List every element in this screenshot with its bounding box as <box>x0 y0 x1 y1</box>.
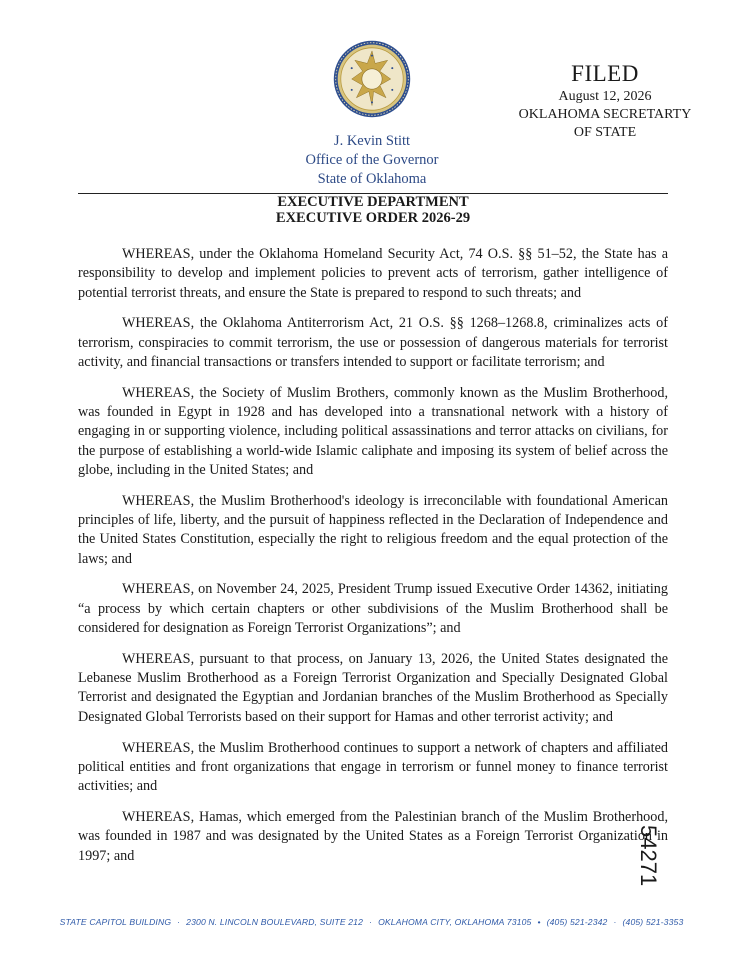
whereas-paragraph: WHEREAS, Hamas, which emerged from the Palestinian branch of the Muslim Brotherhood, was founded in 1987 and was designated by the United States as a Foreign Terrorist Organization in 1997; and <box>78 808 668 864</box>
filed-office-line1: OKLAHOMA SECRETARTY <box>518 107 692 122</box>
governor-letterhead <box>270 132 474 189</box>
order-heading <box>78 194 668 226</box>
document-number: 54271 <box>636 825 661 887</box>
whereas-paragraph: WHEREAS, pursuant to that process, on January 13, 2026, the United States designated the Lebanese Muslim Brotherhood as a Foreign Terrorist Organization and Specially Designated Global Terrorist and designated the Egyptian and Jordanian branches of the Muslim Brotherhood as Specially Designated Global Terrorists based on their support for Hamas and other terrorist activity; and <box>78 650 668 725</box>
address-footer: STATE CAPITOL BUILDING · 2300 N. LINCOLN BOULEVARD, SUITE 212 · OKLAHOMA CITY, OKLAHOMA 73105 • (405) 521-2342 · (405) 521-3353 <box>59 917 684 927</box>
footer-phone-2: (405) 521-3353 <box>622 917 684 927</box>
whereas-paragraph: WHEREAS, the Muslim Brotherhood continues to support a network of chapters and affiliated political entities and front organizations that engage in terrorism or funnel money to finance terrorist activities; and <box>78 739 668 795</box>
footer-phone-1: (405) 521-2342 <box>546 917 608 927</box>
footer-street: 2300 N. LINCOLN BOULEVARD, SUITE 212 <box>186 917 364 927</box>
filed-date: August 12, 2026 <box>558 89 652 104</box>
oklahoma-state-seal-icon <box>333 40 411 118</box>
governor-office: Office of the Governor <box>305 152 439 168</box>
order-body <box>78 245 668 877</box>
governor-state: State of Oklahoma <box>317 171 427 187</box>
whereas-paragraph: WHEREAS, under the Oklahoma Homeland Security Act, 74 O.S. §§ 51–52, the State has a responsibility to develop and implement policies to prevent acts of terrorism, gather intelligence of potential terrorist threats, and ensure the State is prepared to respond to such threats; and <box>78 246 668 301</box>
filed-title: FILED <box>571 61 639 86</box>
department-title: EXECUTIVE DEPARTMENT <box>277 194 469 210</box>
footer-building: STATE CAPITOL BUILDING <box>59 917 172 927</box>
footer-city: OKLAHOMA CITY, OKLAHOMA 73105 <box>378 917 532 927</box>
governor-name: J. Kevin Stitt <box>333 133 411 149</box>
whereas-paragraph: WHEREAS, the Muslim Brotherhood's ideology is irreconcilable with foundational American principles of life, liberty, and the pursuit of happiness reflected in the Declaration of Independence and the United States Constitution, especially the right to religious freedom and the equal protection of the laws; and <box>78 492 668 567</box>
order-number: EXECUTIVE ORDER 2026-29 <box>275 210 471 226</box>
filed-stamp <box>505 60 705 142</box>
filed-office-line2: OF STATE <box>573 125 637 140</box>
whereas-paragraph: WHEREAS, the Society of Muslim Brothers, commonly known as the Muslim Brotherhood, was founded in Egypt in 1928 and has developed into a transnational network with a history of engaging in or supporting violence, including political assassinations and terror attacks on civilians, for the purpose of establishing a world-wide Islamic caliphate and imposing its system of belief across the globe, including in the United States; and <box>78 384 668 478</box>
whereas-paragraph: WHEREAS, the Oklahoma Antiterrorism Act, 21 O.S. §§ 1268–1268.8, criminalizes acts of terrorism, conspiracies to commit terrorism, the use or possession of dangerous materials for terrorist activity, and financial transactions or transfers intended to support or facilitate terrorism; and <box>78 315 668 370</box>
whereas-paragraph: WHEREAS, on November 24, 2025, President Trump issued Executive Order 14362, initiating “a process by which certain chapters or other subdivisions of the Muslim Brotherhood shall be considered for designation as Foreign Terrorist Organizations”; and <box>78 581 668 637</box>
